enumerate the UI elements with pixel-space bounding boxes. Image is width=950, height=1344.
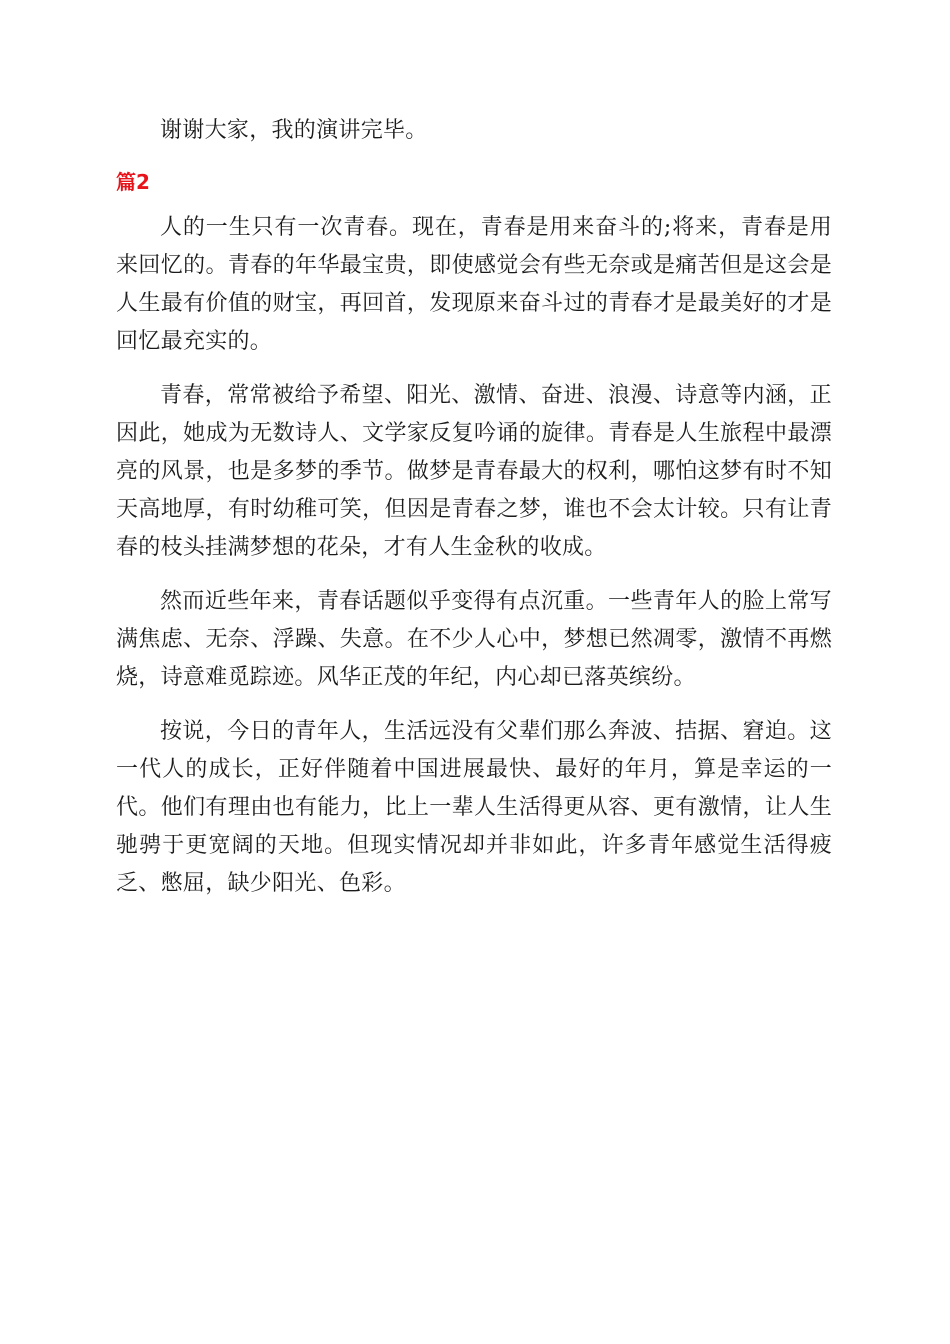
closing-line: 谢谢大家，我的演讲完毕。	[160, 118, 428, 143]
paragraph: 按说，今日的青年人，生活远没有父辈们那么奔波、拮据、窘迫。这一代人的成长，正好伴随着中国进展最快、最好的年月，算是幸运的一代。他们有理由也有能力，比上一辈人生活得更从容、更有激情，让人生驰骋于更宽阔的天地。但现实情况却并非如此，许多青年感觉生活得疲乏、憋屈，缺少阳光、色彩。	[116, 719, 832, 896]
paragraph: 人的一生只有一次青春。现在，青春是用来奋斗的;将来，青春是用来回忆的。青春的年华最宝贵，即使感觉会有些无奈或是痛苦但是这会是人生最有价值的财宝，再回首，发现原来奋斗过的青春才是最美好的才是回忆最充实的。	[116, 215, 832, 354]
paragraph: 青春，常常被给予希望、阳光、激情、奋进、浪漫、诗意等内涵，正因此，她成为无数诗人、文学家反复吟诵的旋律。青春是人生旅程中最漂亮的风景，也是多梦的季节。做梦是青春最大的权利，哪怕这梦有时不知天高地厚，有时幼稚可笑，但因是青春之梦，谁也不会太计较。只有让青春的枝头挂满梦想的花朵，才有人生金秋的收成。	[116, 383, 832, 560]
paragraph: 然而近些年来，青春话题似乎变得有点沉重。一些青年人的脸上常写满焦虑、无奈、浮躁、失意。在不少人心中，梦想已然凋零，激情不再燃烧，诗意难觅踪迹。风华正茂的年纪，内心却已落英缤纷。	[116, 589, 832, 690]
section-heading: 篇2	[116, 170, 150, 194]
body-paragraphs	[116, 209, 832, 919]
